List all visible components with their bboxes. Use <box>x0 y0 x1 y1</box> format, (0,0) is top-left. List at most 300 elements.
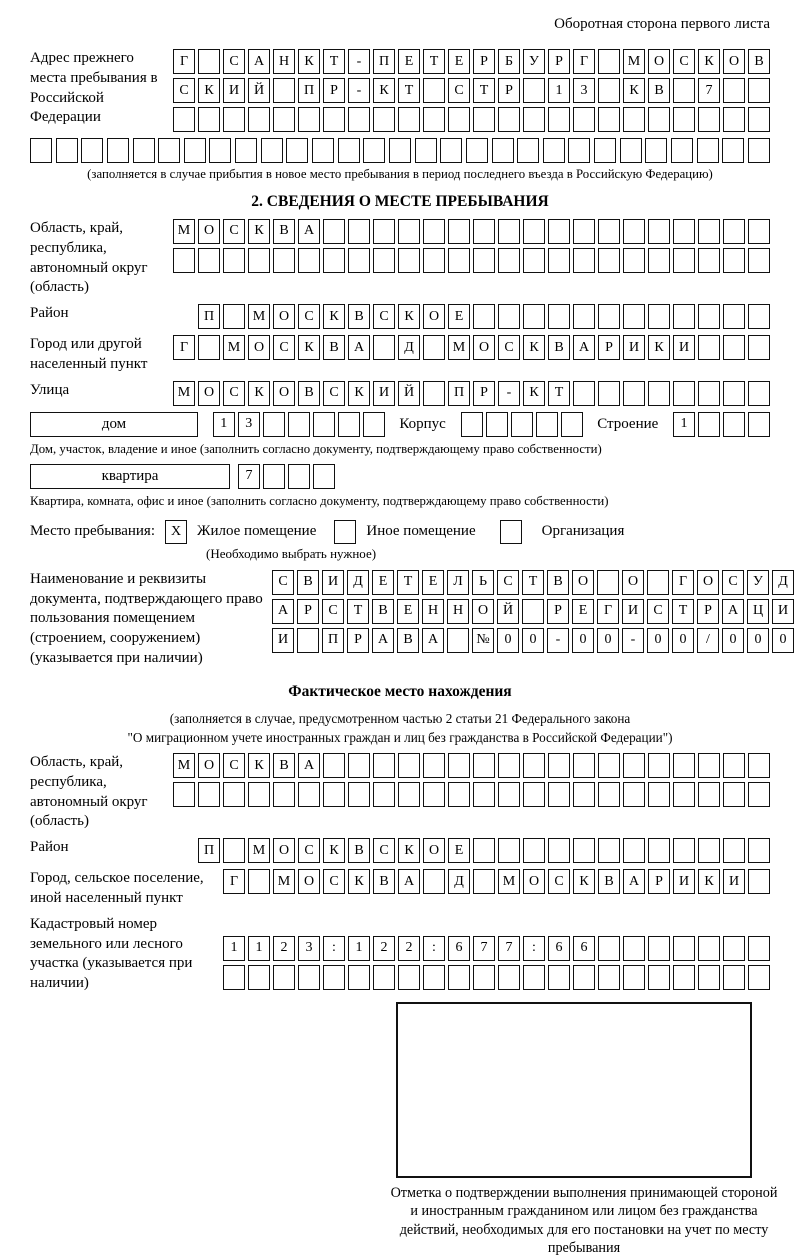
char-cell[interactable] <box>748 782 770 807</box>
char-cell[interactable] <box>748 138 770 163</box>
char-cell[interactable] <box>273 248 295 273</box>
char-cell[interactable] <box>748 869 770 894</box>
char-cell[interactable] <box>598 107 620 132</box>
char-cell[interactable]: 0 <box>597 628 619 653</box>
char-cell[interactable] <box>473 965 495 990</box>
char-cell[interactable]: Г <box>173 49 195 74</box>
char-cell[interactable] <box>698 107 720 132</box>
char-cell[interactable]: О <box>298 869 320 894</box>
char-cell[interactable]: К <box>323 304 345 329</box>
char-cell[interactable] <box>511 412 533 437</box>
char-cell[interactable]: Ц <box>747 599 769 624</box>
char-cell[interactable] <box>198 248 220 273</box>
char-cell[interactable] <box>263 464 285 489</box>
char-cell[interactable] <box>223 965 245 990</box>
char-cell[interactable]: 2 <box>273 936 295 961</box>
char-cell[interactable]: К <box>623 78 645 103</box>
char-cell[interactable] <box>548 965 570 990</box>
char-cell[interactable]: У <box>523 49 545 74</box>
char-cell[interactable] <box>30 138 52 163</box>
char-cell[interactable] <box>273 782 295 807</box>
char-cell[interactable] <box>673 965 695 990</box>
char-cell[interactable]: Г <box>597 599 619 624</box>
char-cell[interactable] <box>223 248 245 273</box>
char-cell[interactable]: К <box>298 335 320 360</box>
char-cell[interactable]: О <box>648 49 670 74</box>
char-cell[interactable]: К <box>348 381 370 406</box>
char-cell[interactable]: С <box>448 78 470 103</box>
char-cell[interactable]: Е <box>372 570 394 595</box>
char-cell[interactable] <box>671 138 693 163</box>
char-cell[interactable] <box>198 49 220 74</box>
char-cell[interactable] <box>598 753 620 778</box>
char-cell[interactable]: С <box>223 49 245 74</box>
char-cell[interactable] <box>548 782 570 807</box>
char-cell[interactable]: С <box>498 335 520 360</box>
char-cell[interactable] <box>598 936 620 961</box>
char-cell[interactable]: С <box>223 753 245 778</box>
char-cell[interactable]: Н <box>273 49 295 74</box>
char-cell[interactable] <box>273 107 295 132</box>
char-cell[interactable]: С <box>223 381 245 406</box>
char-cell[interactable] <box>598 219 620 244</box>
char-cell[interactable] <box>448 753 470 778</box>
char-cell[interactable]: - <box>348 78 370 103</box>
char-cell[interactable]: О <box>572 570 594 595</box>
char-cell[interactable]: : <box>323 936 345 961</box>
char-cell[interactable]: Г <box>573 49 595 74</box>
char-cell[interactable] <box>648 753 670 778</box>
char-cell[interactable]: Т <box>397 570 419 595</box>
char-cell[interactable]: С <box>373 304 395 329</box>
char-cell[interactable] <box>348 248 370 273</box>
char-cell[interactable] <box>723 782 745 807</box>
char-cell[interactable] <box>263 412 285 437</box>
char-cell[interactable]: 1 <box>248 936 270 961</box>
char-cell[interactable] <box>248 869 270 894</box>
char-cell[interactable]: С <box>323 381 345 406</box>
char-cell[interactable] <box>223 107 245 132</box>
char-cell[interactable] <box>373 753 395 778</box>
char-cell[interactable] <box>323 248 345 273</box>
char-cell[interactable]: А <box>623 869 645 894</box>
char-cell[interactable]: В <box>547 570 569 595</box>
char-cell[interactable] <box>81 138 103 163</box>
char-cell[interactable] <box>548 753 570 778</box>
char-cell[interactable] <box>722 138 744 163</box>
char-cell[interactable] <box>623 782 645 807</box>
char-cell[interactable]: М <box>173 381 195 406</box>
char-cell[interactable] <box>648 936 670 961</box>
char-cell[interactable] <box>623 381 645 406</box>
char-cell[interactable] <box>698 936 720 961</box>
char-cell[interactable] <box>423 78 445 103</box>
char-cell[interactable]: С <box>272 570 294 595</box>
char-cell[interactable] <box>673 753 695 778</box>
char-cell[interactable] <box>248 782 270 807</box>
char-cell[interactable] <box>273 78 295 103</box>
char-cell[interactable] <box>348 965 370 990</box>
char-cell[interactable]: О <box>273 304 295 329</box>
char-cell[interactable] <box>198 335 220 360</box>
char-cell[interactable] <box>723 753 745 778</box>
char-cell[interactable] <box>323 107 345 132</box>
char-cell[interactable] <box>323 219 345 244</box>
char-cell[interactable]: А <box>372 628 394 653</box>
char-cell[interactable]: А <box>398 869 420 894</box>
char-cell[interactable]: А <box>722 599 744 624</box>
char-cell[interactable] <box>748 965 770 990</box>
char-cell[interactable] <box>107 138 129 163</box>
char-cell[interactable]: Р <box>548 49 570 74</box>
char-cell[interactable]: Р <box>547 599 569 624</box>
char-cell[interactable]: И <box>673 869 695 894</box>
char-cell[interactable] <box>748 381 770 406</box>
char-cell[interactable] <box>673 936 695 961</box>
char-cell[interactable] <box>348 107 370 132</box>
char-cell[interactable] <box>498 304 520 329</box>
char-cell[interactable]: Е <box>398 49 420 74</box>
char-cell[interactable]: С <box>673 49 695 74</box>
char-cell[interactable] <box>698 412 720 437</box>
char-cell[interactable]: Г <box>672 570 694 595</box>
char-cell[interactable] <box>498 219 520 244</box>
char-cell[interactable]: Г <box>173 335 195 360</box>
char-cell[interactable]: К <box>398 304 420 329</box>
char-cell[interactable]: П <box>373 49 395 74</box>
char-cell[interactable] <box>209 138 231 163</box>
char-cell[interactable]: 0 <box>497 628 519 653</box>
char-cell[interactable] <box>573 248 595 273</box>
char-cell[interactable] <box>573 304 595 329</box>
char-cell[interactable]: Е <box>572 599 594 624</box>
char-cell[interactable]: № <box>472 628 494 653</box>
char-cell[interactable]: Д <box>398 335 420 360</box>
char-cell[interactable] <box>423 965 445 990</box>
char-cell[interactable] <box>473 753 495 778</box>
char-cell[interactable]: Р <box>498 78 520 103</box>
char-cell[interactable] <box>313 464 335 489</box>
char-cell[interactable] <box>223 838 245 863</box>
char-cell[interactable] <box>648 304 670 329</box>
char-cell[interactable] <box>473 248 495 273</box>
char-cell[interactable] <box>261 138 283 163</box>
char-cell[interactable] <box>568 138 590 163</box>
char-cell[interactable] <box>323 782 345 807</box>
char-cell[interactable]: В <box>372 599 394 624</box>
char-cell[interactable] <box>523 753 545 778</box>
char-cell[interactable] <box>723 381 745 406</box>
char-cell[interactable]: В <box>348 304 370 329</box>
char-cell[interactable]: О <box>472 599 494 624</box>
char-cell[interactable] <box>348 753 370 778</box>
char-cell[interactable]: К <box>298 49 320 74</box>
char-cell[interactable] <box>423 219 445 244</box>
char-cell[interactable] <box>235 138 257 163</box>
char-cell[interactable] <box>517 138 539 163</box>
char-cell[interactable]: Б <box>498 49 520 74</box>
char-cell[interactable] <box>398 219 420 244</box>
char-cell[interactable] <box>423 381 445 406</box>
char-cell[interactable] <box>697 138 719 163</box>
char-cell[interactable]: В <box>273 219 295 244</box>
char-cell[interactable] <box>447 628 469 653</box>
char-cell[interactable]: Д <box>448 869 470 894</box>
char-cell[interactable]: Т <box>473 78 495 103</box>
char-cell[interactable] <box>723 412 745 437</box>
char-cell[interactable] <box>223 304 245 329</box>
char-cell[interactable]: А <box>298 219 320 244</box>
char-cell[interactable] <box>523 107 545 132</box>
char-cell[interactable]: 0 <box>747 628 769 653</box>
char-cell[interactable] <box>698 304 720 329</box>
char-cell[interactable] <box>363 138 385 163</box>
char-cell[interactable]: С <box>298 304 320 329</box>
char-cell[interactable] <box>298 248 320 273</box>
char-cell[interactable] <box>523 78 545 103</box>
char-cell[interactable] <box>536 412 558 437</box>
char-cell[interactable] <box>448 248 470 273</box>
char-cell[interactable] <box>223 782 245 807</box>
char-cell[interactable]: : <box>423 936 445 961</box>
char-cell[interactable] <box>598 838 620 863</box>
char-cell[interactable] <box>312 138 334 163</box>
char-cell[interactable]: К <box>523 381 545 406</box>
char-cell[interactable]: Г <box>223 869 245 894</box>
char-cell[interactable]: Р <box>347 628 369 653</box>
char-cell[interactable]: О <box>198 381 220 406</box>
char-cell[interactable] <box>363 412 385 437</box>
char-cell[interactable]: 7 <box>698 78 720 103</box>
char-cell[interactable]: К <box>573 869 595 894</box>
char-cell[interactable] <box>423 248 445 273</box>
char-cell[interactable] <box>298 965 320 990</box>
char-cell[interactable] <box>523 838 545 863</box>
char-cell[interactable]: Л <box>447 570 469 595</box>
char-cell[interactable] <box>473 304 495 329</box>
char-cell[interactable]: 1 <box>348 936 370 961</box>
char-cell[interactable] <box>423 107 445 132</box>
char-cell[interactable]: 6 <box>573 936 595 961</box>
char-cell[interactable]: К <box>648 335 670 360</box>
char-cell[interactable]: В <box>298 381 320 406</box>
char-cell[interactable]: - <box>498 381 520 406</box>
char-cell[interactable]: 7 <box>498 936 520 961</box>
char-cell[interactable] <box>173 782 195 807</box>
char-cell[interactable] <box>673 107 695 132</box>
char-cell[interactable]: О <box>423 838 445 863</box>
char-cell[interactable] <box>473 219 495 244</box>
char-cell[interactable]: М <box>448 335 470 360</box>
house-type-box[interactable]: дом <box>30 412 198 437</box>
char-cell[interactable] <box>473 107 495 132</box>
char-cell[interactable] <box>543 138 565 163</box>
char-cell[interactable]: И <box>622 599 644 624</box>
char-cell[interactable]: О <box>723 49 745 74</box>
char-cell[interactable] <box>373 782 395 807</box>
char-cell[interactable]: 0 <box>672 628 694 653</box>
confirmation-stamp-box[interactable] <box>396 1002 752 1178</box>
char-cell[interactable] <box>673 304 695 329</box>
char-cell[interactable] <box>498 838 520 863</box>
char-cell[interactable]: М <box>173 219 195 244</box>
char-cell[interactable] <box>623 965 645 990</box>
char-cell[interactable] <box>698 838 720 863</box>
char-cell[interactable]: С <box>298 838 320 863</box>
char-cell[interactable] <box>498 782 520 807</box>
char-cell[interactable]: 1 <box>223 936 245 961</box>
char-cell[interactable] <box>573 219 595 244</box>
char-cell[interactable]: К <box>248 219 270 244</box>
char-cell[interactable]: К <box>348 869 370 894</box>
char-cell[interactable] <box>673 248 695 273</box>
char-cell[interactable] <box>648 838 670 863</box>
char-cell[interactable] <box>648 219 670 244</box>
char-cell[interactable] <box>523 782 545 807</box>
char-cell[interactable]: Р <box>297 599 319 624</box>
char-cell[interactable]: О <box>473 335 495 360</box>
char-cell[interactable]: 7 <box>473 936 495 961</box>
char-cell[interactable] <box>698 381 720 406</box>
char-cell[interactable] <box>398 753 420 778</box>
char-cell[interactable] <box>288 464 310 489</box>
char-cell[interactable] <box>348 782 370 807</box>
char-cell[interactable]: Р <box>648 869 670 894</box>
char-cell[interactable] <box>698 965 720 990</box>
char-cell[interactable]: Д <box>772 570 794 595</box>
char-cell[interactable] <box>748 412 770 437</box>
char-cell[interactable] <box>373 107 395 132</box>
char-cell[interactable]: М <box>248 304 270 329</box>
char-cell[interactable]: О <box>423 304 445 329</box>
char-cell[interactable] <box>466 138 488 163</box>
char-cell[interactable] <box>698 219 720 244</box>
char-cell[interactable] <box>598 304 620 329</box>
char-cell[interactable] <box>647 570 669 595</box>
char-cell[interactable]: И <box>322 570 344 595</box>
char-cell[interactable]: Й <box>248 78 270 103</box>
char-cell[interactable]: П <box>322 628 344 653</box>
stay-type-checkbox-residential[interactable]: X <box>165 520 187 544</box>
char-cell[interactable] <box>492 138 514 163</box>
char-cell[interactable] <box>648 107 670 132</box>
char-cell[interactable] <box>298 782 320 807</box>
char-cell[interactable]: 2 <box>398 936 420 961</box>
char-cell[interactable]: Т <box>423 49 445 74</box>
char-cell[interactable]: С <box>273 335 295 360</box>
char-cell[interactable] <box>286 138 308 163</box>
char-cell[interactable]: - <box>622 628 644 653</box>
char-cell[interactable] <box>723 965 745 990</box>
char-cell[interactable]: И <box>223 78 245 103</box>
char-cell[interactable]: Д <box>347 570 369 595</box>
char-cell[interactable]: 0 <box>522 628 544 653</box>
char-cell[interactable] <box>548 107 570 132</box>
char-cell[interactable] <box>623 753 645 778</box>
char-cell[interactable]: 7 <box>238 464 260 489</box>
char-cell[interactable] <box>133 138 155 163</box>
char-cell[interactable]: 0 <box>647 628 669 653</box>
char-cell[interactable] <box>648 782 670 807</box>
char-cell[interactable] <box>648 248 670 273</box>
char-cell[interactable] <box>198 782 220 807</box>
char-cell[interactable]: П <box>198 838 220 863</box>
char-cell[interactable] <box>184 138 206 163</box>
char-cell[interactable]: С <box>497 570 519 595</box>
char-cell[interactable]: И <box>772 599 794 624</box>
char-cell[interactable] <box>698 248 720 273</box>
char-cell[interactable] <box>598 965 620 990</box>
char-cell[interactable] <box>598 78 620 103</box>
char-cell[interactable] <box>338 412 360 437</box>
char-cell[interactable] <box>415 138 437 163</box>
char-cell[interactable]: М <box>223 335 245 360</box>
char-cell[interactable] <box>748 107 770 132</box>
char-cell[interactable]: Р <box>598 335 620 360</box>
char-cell[interactable]: А <box>348 335 370 360</box>
char-cell[interactable] <box>723 78 745 103</box>
char-cell[interactable] <box>473 782 495 807</box>
char-cell[interactable] <box>620 138 642 163</box>
char-cell[interactable] <box>486 412 508 437</box>
char-cell[interactable] <box>673 219 695 244</box>
char-cell[interactable] <box>323 753 345 778</box>
char-cell[interactable] <box>373 965 395 990</box>
char-cell[interactable] <box>56 138 78 163</box>
char-cell[interactable]: А <box>573 335 595 360</box>
char-cell[interactable] <box>673 78 695 103</box>
char-cell[interactable] <box>594 138 616 163</box>
char-cell[interactable]: О <box>273 838 295 863</box>
char-cell[interactable]: К <box>398 838 420 863</box>
char-cell[interactable] <box>598 248 620 273</box>
char-cell[interactable] <box>748 248 770 273</box>
char-cell[interactable]: С <box>373 838 395 863</box>
char-cell[interactable] <box>158 138 180 163</box>
char-cell[interactable] <box>448 782 470 807</box>
char-cell[interactable]: О <box>622 570 644 595</box>
char-cell[interactable]: В <box>397 628 419 653</box>
char-cell[interactable] <box>423 782 445 807</box>
char-cell[interactable] <box>748 335 770 360</box>
char-cell[interactable] <box>373 335 395 360</box>
char-cell[interactable]: В <box>648 78 670 103</box>
char-cell[interactable] <box>398 107 420 132</box>
char-cell[interactable]: Е <box>448 838 470 863</box>
char-cell[interactable] <box>623 107 645 132</box>
char-cell[interactable]: А <box>248 49 270 74</box>
char-cell[interactable]: В <box>548 335 570 360</box>
char-cell[interactable]: 0 <box>722 628 744 653</box>
char-cell[interactable] <box>748 838 770 863</box>
char-cell[interactable] <box>323 965 345 990</box>
char-cell[interactable]: М <box>498 869 520 894</box>
char-cell[interactable] <box>573 381 595 406</box>
char-cell[interactable] <box>398 248 420 273</box>
char-cell[interactable] <box>522 599 544 624</box>
char-cell[interactable]: В <box>748 49 770 74</box>
stay-type-checkbox-other[interactable] <box>334 520 356 544</box>
char-cell[interactable] <box>548 304 570 329</box>
char-cell[interactable] <box>423 753 445 778</box>
char-cell[interactable]: О <box>198 219 220 244</box>
char-cell[interactable] <box>448 965 470 990</box>
char-cell[interactable]: С <box>322 599 344 624</box>
char-cell[interactable]: : <box>523 936 545 961</box>
char-cell[interactable]: Т <box>347 599 369 624</box>
char-cell[interactable] <box>598 381 620 406</box>
char-cell[interactable]: Н <box>447 599 469 624</box>
